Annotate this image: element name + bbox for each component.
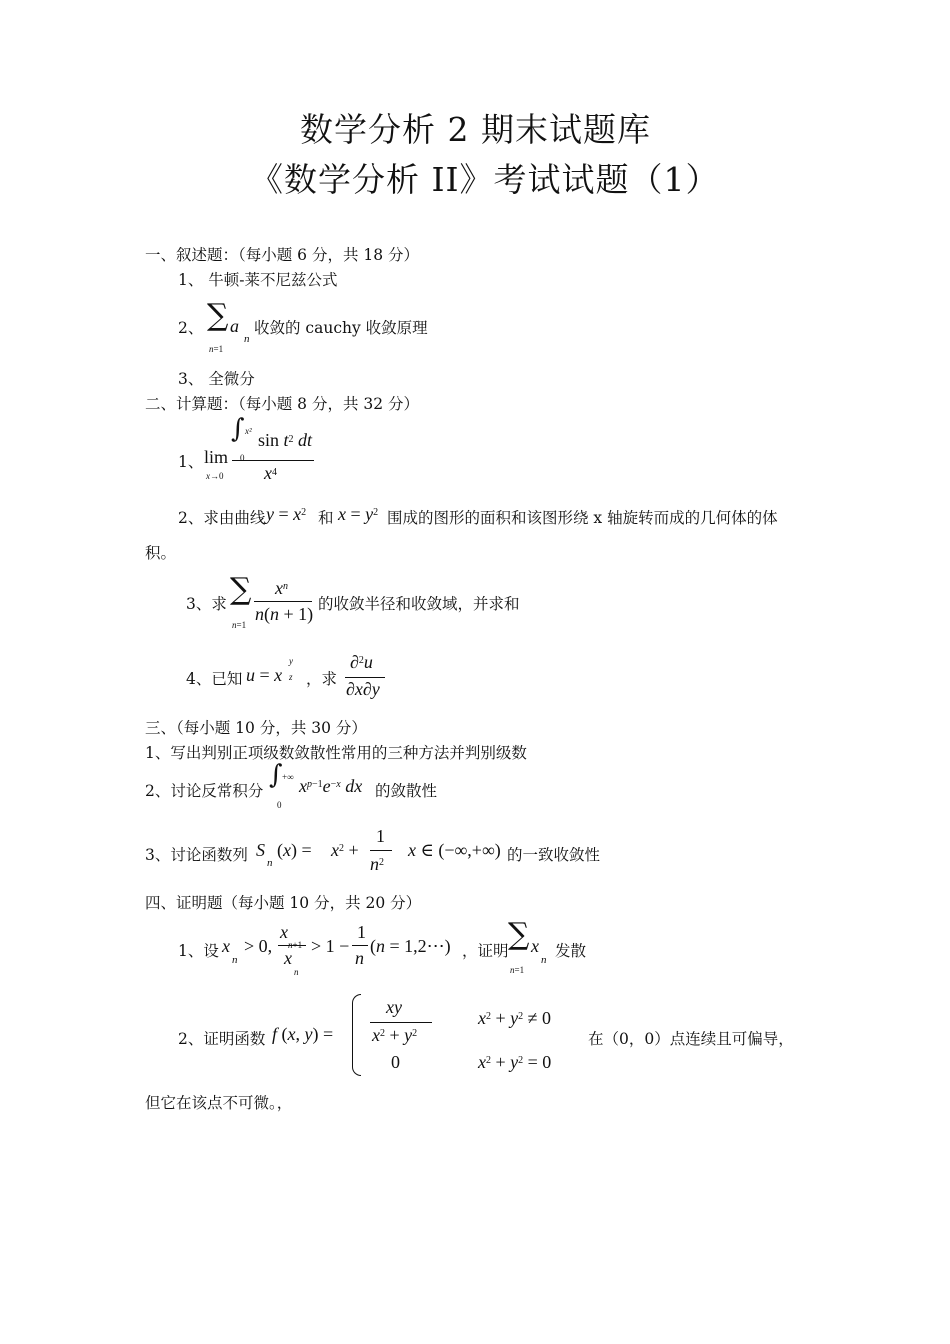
math-index-range: (n = 1,2⋯) [370, 936, 451, 956]
math-subscript: n [232, 954, 238, 966]
s1-question-3: 3、 全微分 [178, 370, 255, 388]
math-domain: x ∈ (−∞,+∞) [408, 840, 501, 860]
s3-question-2-text: 的敛散性 [375, 782, 438, 800]
fraction-bar [370, 850, 392, 851]
piecewise-brace [352, 994, 361, 1076]
summation-symbol: ∑ [508, 917, 530, 952]
math-subscript: n [267, 857, 273, 869]
math-numerator: 1 [376, 826, 385, 846]
math-lower-limit: 0 [277, 800, 282, 810]
s2-question-2-and: 和 [318, 509, 334, 527]
math-lim: lim [204, 447, 229, 467]
math-exponent: y [289, 656, 293, 666]
s2-question-3-lead: 3、求 [186, 595, 227, 613]
math-numerator: $x^n$ [275, 578, 288, 598]
math-subscript: n [244, 333, 250, 345]
section-3-heading: 三、（每小题 10 分，共 30 分） [145, 719, 367, 737]
math-lower-limit: n=1 [209, 344, 224, 354]
s2-question-2-text: 围成的图形的面积和该图形绕 x 轴旋转而成的几何体的体 [387, 509, 778, 527]
math-curve-2: $x = y^2$ [338, 504, 379, 524]
s2-question-3-text: 的收敛半径和收敛域，并求和 [318, 595, 520, 613]
page-title: 数学分析 2 期末试题库 [300, 110, 651, 149]
s2-question-1-number: 1、 [178, 453, 204, 471]
math-inequality: > 0, [244, 936, 273, 956]
math-curve-1: $y = x^2$ [266, 504, 307, 524]
s2-question-4-lead: 4、已知 [186, 670, 243, 688]
s4-question-1-lead: 1、设 [178, 942, 219, 960]
math-upper-limit: +∞ [282, 772, 294, 782]
math-upper-limit: x² [245, 426, 252, 436]
math-subscript: n [294, 967, 299, 977]
math-condition-2: $x^2 + y^2 = 0$ [478, 1052, 552, 1072]
integral-symbol: ∫ [269, 760, 283, 790]
fraction-bar [370, 1022, 432, 1023]
math-subscript: n [541, 954, 547, 966]
math-function-def: (x) = [277, 840, 312, 860]
math-numerator: 1 [357, 922, 366, 942]
exam-subtitle: 《数学分析 II》考试试题（1） [250, 160, 720, 199]
math-denominator: n [355, 948, 364, 968]
s3-question-3-text: 的一致收敛性 [507, 846, 601, 864]
math-term: a [230, 316, 239, 336]
math-denominator: $n^2$ [370, 854, 384, 874]
math-numerator: x [280, 922, 288, 942]
math-exponent: z [289, 672, 293, 682]
math-term: $x^2$ + [331, 840, 359, 860]
s2-question-2-cont: 积。 [145, 544, 177, 562]
s4-question-2-lead: 2、证明函数 [178, 1030, 266, 1048]
s3-question-3-lead: 3、讨论函数列 [145, 846, 248, 864]
summation-symbol: ∑ [230, 572, 252, 607]
math-numerator: $\sin t^2$ dt [258, 430, 313, 450]
s2-question-4-text: ，求 [306, 670, 338, 688]
s3-question-2-lead: 2、讨论反常积分 [145, 782, 264, 800]
math-denominator: $x^4$ [264, 463, 277, 483]
s4-question-2-cont: 但它在该点不可微。， [145, 1094, 293, 1112]
math-term: x [531, 936, 539, 956]
math-denominator: x [284, 948, 292, 968]
math-sequence-s: S [256, 840, 265, 860]
math-denominator: $x^2 + y^2$ [372, 1025, 418, 1045]
section-4-heading: 四、证明题（每小题 10 分，共 20 分） [145, 894, 422, 912]
fraction-bar [345, 677, 385, 678]
math-lim-sub: x→0 [206, 471, 224, 481]
math-term: x [222, 936, 230, 956]
s3-question-1: 1、写出判别正项级数敛散性常用的三种方法并判别级数 [145, 744, 527, 762]
s4-question-1-mid: ，证明 [462, 942, 509, 960]
math-numerator: ∂$^2$u [350, 652, 373, 672]
math-function-f: f (x, y) = [272, 1024, 334, 1044]
fraction-bar [278, 945, 306, 946]
math-condition-1: $x^2 + y^2 \ne 0$ [478, 1008, 552, 1028]
integral-symbol: ∫ [231, 414, 245, 444]
s2-question-2-lead: 2、求由曲线 [178, 509, 266, 527]
math-integrand: $x^{p-1}e^{-x}$ dx [299, 776, 363, 796]
summation-symbol: ∑ [207, 298, 229, 333]
math-lower-limit: n=1 [232, 620, 247, 630]
math-subscript: n+1 [288, 940, 303, 950]
math-lower-limit: n=1 [510, 965, 525, 975]
s1-question-2-number: 2、 [178, 319, 204, 337]
s1-question-2-text: 收敛的 cauchy 收敛原理 [254, 319, 428, 337]
math-inequality: > 1 − [311, 936, 350, 956]
fraction-bar [254, 601, 312, 602]
math-function-u: u = x [246, 665, 283, 685]
section-1-heading: 一、叙述题：（每小题 6 分，共 18 分） [145, 246, 420, 264]
math-lower-limit: 0 [240, 453, 245, 463]
s4-question-1-text: 发散 [555, 942, 587, 960]
s1-question-1: 1、 牛顿-莱不尼兹公式 [178, 271, 338, 289]
math-zero-value: 0 [391, 1052, 400, 1072]
section-2-heading: 二、计算题：（每小题 8 分，共 32 分） [145, 395, 420, 413]
fraction-bar [352, 945, 368, 946]
math-denominator: ∂x∂y [346, 679, 380, 699]
math-numerator: xy [386, 997, 402, 1017]
math-denominator: n(n + 1) [255, 604, 314, 624]
s4-question-2-text: 在（0，0）点连续且可偏导， [588, 1030, 794, 1048]
